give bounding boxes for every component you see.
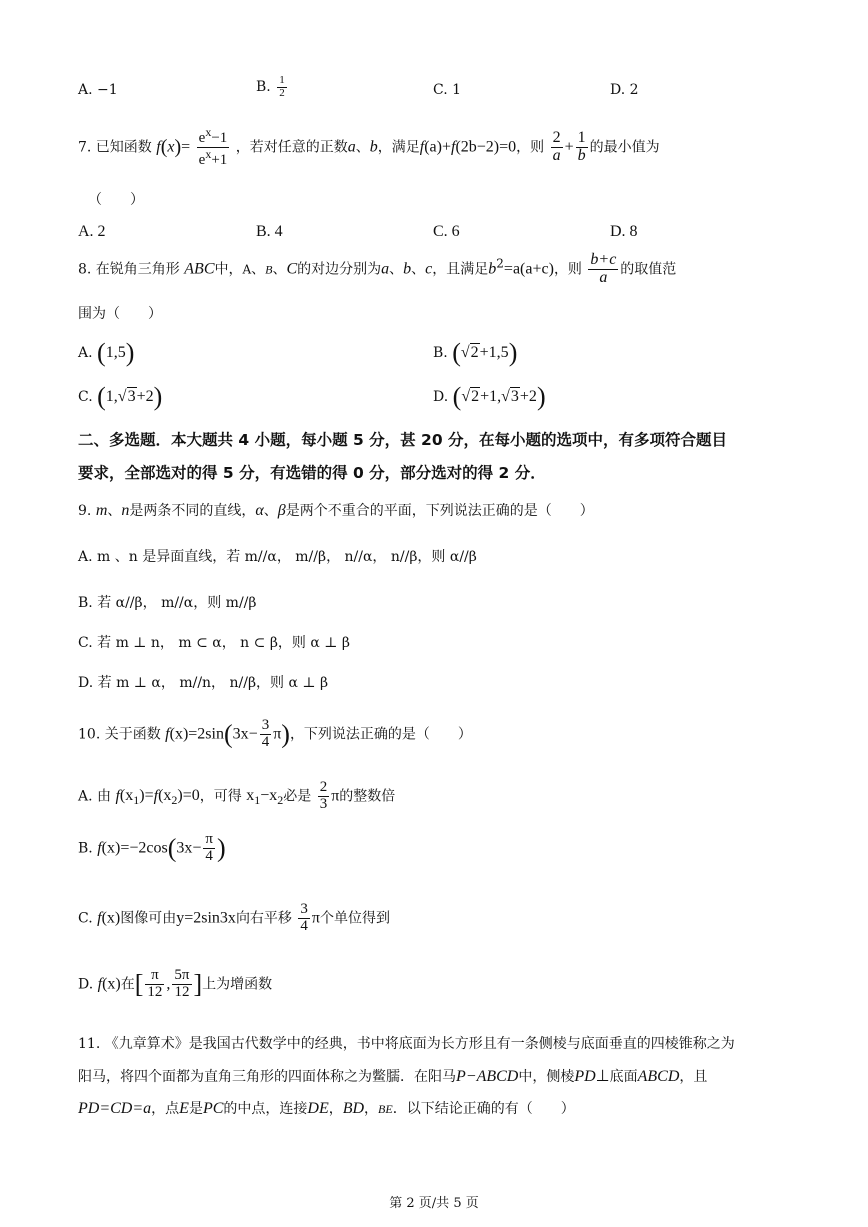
option-label: B. — [256, 79, 271, 96]
q8-text1: 8. 在锐角三角形 — [78, 261, 180, 278]
q7-option-d: D. 8 — [610, 223, 638, 240]
q8-text2: 中， — [214, 261, 243, 278]
page-footer: 第 2 页/共 5 页 — [389, 1196, 479, 1211]
q6-option-a: A. −1 — [78, 82, 118, 98]
q10-c-mid2: 向右平移 — [235, 910, 292, 927]
q9-option-b: B. 若 α//β， m//α，则 m//β — [78, 595, 257, 611]
q11-l3b: 是 — [188, 1101, 203, 1117]
q8-text4: ，且满足 — [432, 261, 489, 278]
question-11-line3: PD=CD=a，点E是PC的中点，连接DE，BD，BE．以下结论正确的有（ ） — [78, 1100, 575, 1117]
q7-then: ，则 — [516, 139, 545, 156]
q10-d-mid: 在 — [120, 976, 135, 993]
separator: 、 — [355, 139, 370, 156]
q10-option-d: D. f(x)在[ $\frac{\pi}{12}$ , $\frac{5\pi}{12}$ ]上为增函数 — [78, 967, 273, 1000]
q9-number: 9. — [78, 503, 92, 519]
q6-option-b — [256, 75, 289, 99]
q9-stem-c: 是两个不重合的平面，下列说法正确的是（ ） — [285, 503, 594, 519]
q7-tail: 的最小值为 — [589, 139, 660, 156]
q11-l3d: ．以下结论正确的有（ ） — [392, 1101, 575, 1117]
option-label: C. — [78, 389, 93, 405]
q10-c-mid: 图像可由 — [120, 910, 177, 927]
q7-number: 7. 已知函数 — [78, 139, 152, 156]
q9-option-a: A. m 、n 是异面直线，若 m//α， m//β， n//α， n//β，则 α//β — [78, 549, 477, 565]
q11-l2c: 底面 — [609, 1069, 638, 1085]
question-11-line1: 11. 《九章算术》是我国古代数学中的经典，书中将底面为长方形且有一条侧棱与底面垂直的四棱锥称之为 — [78, 1036, 735, 1052]
option-label: D. — [78, 976, 94, 993]
fraction: $\frac{3}{4}$ — [300, 901, 308, 934]
q11-l3c: 的中点，连接 — [223, 1101, 308, 1117]
q6-option-d: D. 2 — [610, 82, 639, 98]
q11-l2d: ，且 — [679, 1069, 708, 1085]
q10-a-post: 必是 — [283, 788, 312, 805]
option-label: B. — [433, 345, 448, 361]
q11-l2b: 中，侧棱 — [518, 1069, 575, 1085]
q7-fraction: $\frac{e^x-1}{e^x+1}$ — [198, 125, 228, 168]
question-11-line2: 阳马，将四个面都为直角三角形的四面体称之为鳖臑．在阳马P−ABCD中，侧棱PD⊥底面ABCD，且 — [78, 1068, 708, 1085]
q10-c-tail: 个单位得到 — [319, 910, 390, 927]
q10-a-tail: 的整数倍 — [339, 788, 396, 805]
q10-a-mid: ，可得 — [199, 788, 242, 805]
section-2-header-line2: 要求，全部选对的得 5 分，有选错的得 0 分，部分选对的得 2 分． — [78, 464, 546, 482]
q8-option-d: D. (√2+1,√3+2) — [433, 382, 546, 411]
option-label: B. — [78, 840, 93, 857]
q7-option-b: B. 4 — [256, 223, 283, 240]
section-2-header-line1: 二、多选题．本大题共 4 小题，每小题 5 分，甚 20 分，在每小题的选项中，有多项符合题目 — [78, 431, 728, 449]
fraction: $\frac{5\pi}{12}$ — [174, 967, 190, 1000]
q9-option-d: D. 若 m ⊥ α， m//n， n//β，则 α ⊥ β — [78, 675, 329, 691]
q10-d-tail: 上为增函数 — [202, 976, 273, 993]
q7-expr-1b: $\frac{1}{b}$ — [577, 128, 586, 164]
q8-line2: 围为（ ） — [78, 306, 162, 322]
fraction: $\frac{2}{3}$ — [319, 779, 328, 812]
q10-option-c: C. f(x)图像可由y=2sin3x向右平移 $\frac{3}{4}$ π个单位得到 — [78, 901, 390, 934]
q7-paren: （ ） — [88, 192, 144, 208]
option-label: A. — [78, 345, 93, 361]
function-expr: f — [156, 138, 161, 156]
q11-l2a: 阳马，将四个面都为直角三角形的四面体称之为鳖臑．在阳马 — [78, 1069, 456, 1085]
q9-option-c: C. 若 m ⊥ n， m ⊂ α， n ⊂ β，则 α ⊥ β — [78, 635, 350, 651]
q8-text6: 的取值范 — [620, 261, 677, 278]
q8-text3: 的对边分别为 — [297, 261, 382, 278]
fraction: $\frac{3}{4}$ — [261, 717, 270, 750]
q7-condition: ，若对任意的正数 — [235, 139, 348, 156]
q10-option-b: B. f(x)=−2cos(3x− $\frac{\pi}{4}$ ) — [78, 831, 226, 864]
q10-tail: ，下列说法正确的是（ ） — [289, 726, 472, 743]
q9-stem-b: 是两条不同的直线， — [129, 503, 256, 519]
q7-option-c: C. 6 — [433, 223, 460, 240]
q8-text5: ，则 — [553, 261, 582, 278]
q7-satisfy: ，满足 — [377, 139, 420, 156]
q8-option-b: B. (√2+1,5) — [433, 338, 518, 367]
numerator: 1 — [279, 74, 285, 86]
fraction: $\frac{\pi}{4}$ — [205, 831, 213, 864]
q10-option-a: A. 由 $f(x_1)=f(x_2)=0$，可得 $x_1-x_2$必是 $\frac{2}{3}$ π的整数倍 — [78, 779, 396, 812]
q7-option-a: A. 2 — [78, 223, 106, 240]
q7-expr-2a: $\frac{2}{a}$ — [552, 128, 561, 164]
question-10: 10. 关于函数 f(x)=2sin(3x− $\frac{3}{4}$ π)，下列说法正确的是（ ） — [78, 717, 472, 750]
q8-option-a: A. (1,5) — [78, 338, 135, 367]
fraction: $\frac{\pi}{12}$ — [147, 967, 163, 1000]
q10-a-pre: A. 由 — [78, 788, 112, 805]
question-8: 8. 在锐角三角形 ABC中，A、B、C的对边分别为a、b、c，且满足$b^2=a(a+c)$，则 $\frac{b+c}{a}$ 的取值范 — [78, 251, 677, 286]
denominator: 2 — [279, 86, 285, 99]
question-7: 7. 已知函数 f(x)= $\frac{e^x-1}{e^x+1}$ ，若对任意的正数a、b，满足f(a)+f(2b−2)=0，则 $\frac{2}{a}$ + $\frac{1}{b}$ 的最小值为 — [78, 125, 660, 168]
fraction — [277, 75, 287, 99]
q11-l3a: ，点 — [151, 1101, 180, 1117]
q10-number: 10. 关于函数 — [78, 726, 161, 743]
q8-option-c: C. (1,√3+2) — [78, 382, 163, 411]
option-label: D. — [433, 389, 449, 405]
option-label: C. — [78, 910, 93, 927]
q8-fraction: $\frac{b+c}{a}$ — [590, 251, 617, 286]
q6-option-c: C. 1 — [433, 82, 462, 98]
question-9: 9. m、n是两条不同的直线，α、β是两个不重合的平面，下列说法正确的是（ ） — [78, 502, 594, 519]
